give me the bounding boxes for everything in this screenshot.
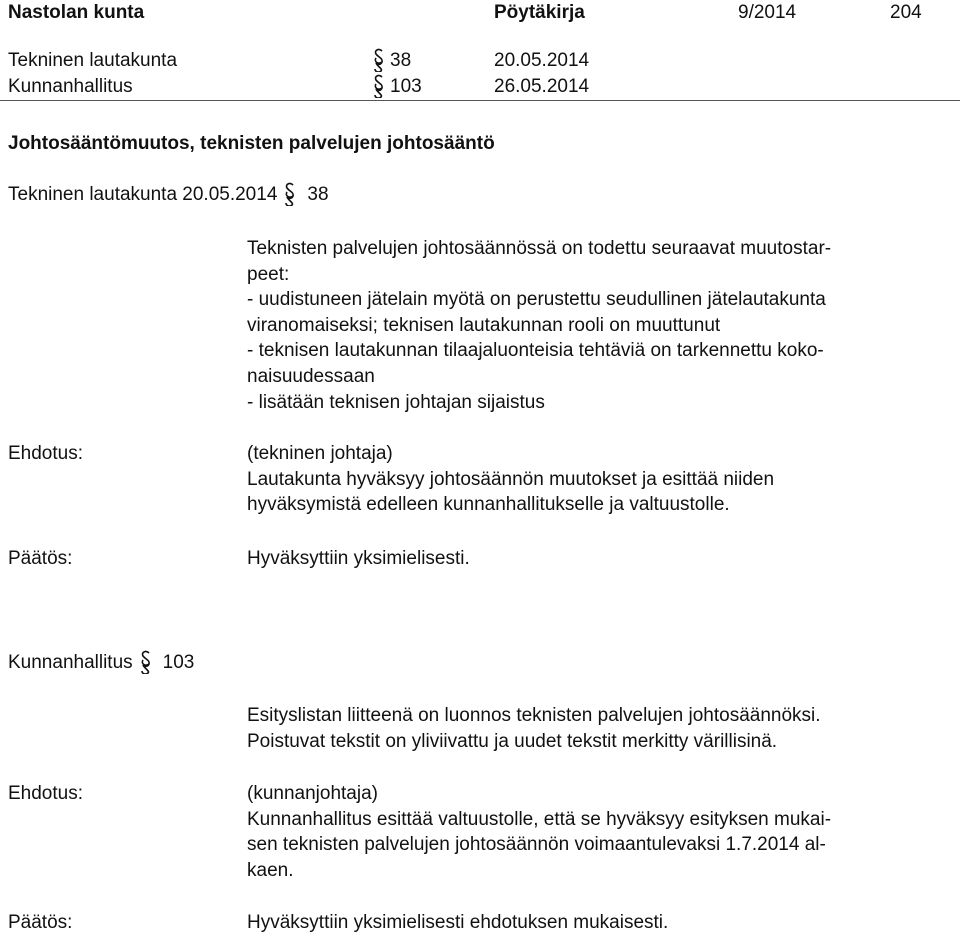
section-sign-icon: [372, 74, 386, 106]
block2-intro: [247, 703, 947, 754]
block2-intro-line: Esityslistan liitteenä on luonnos teknisten palvelujen johtosäännöksi.: [247, 705, 821, 726]
block1-intro-line: Teknisten palvelujen johtosäännössä on todettu seuraavat muutostar-: [247, 238, 832, 259]
meeting-body-2: Kunnanhallitus: [8, 76, 133, 97]
block1-heading: [8, 182, 329, 208]
block2-proposal-line: Kunnanhallitus esittää valtuustolle, että se hyväksyy esityksen mukai-: [247, 808, 832, 830]
block2-decision-label: Päätös:: [8, 912, 73, 933]
block1-proposal-line: hyväksymistä edelleen kunnanhallitukselle ja valtuustolle.: [247, 494, 730, 516]
block1-decision: Hyväksyttiin yksimielisesti.: [247, 548, 470, 569]
section-sign-icon: [139, 650, 153, 674]
block2-proposal-line: (kunnanjohtaja): [247, 783, 378, 804]
block1-intro-line: - teknisen lautakunnan tilaajaluonteisia tehtäviä on tarkennettu koko-: [247, 340, 824, 362]
section-sign-icon: [283, 182, 297, 206]
meeting-body-1: Tekninen lautakunta: [8, 50, 178, 71]
block2-heading: [8, 650, 194, 676]
block2-proposal-line: sen teknisten palvelujen johtosäännön voimaantulevaksi 1.7.2014 al-: [247, 834, 826, 856]
block1-intro-line: viranomaiseksi; teknisen lautakunnan rooli on muuttunut: [247, 314, 721, 336]
block2-intro-line: Poistuvat tekstit on yliviivattu ja uudet tekstit merkitty värillisinä.: [247, 730, 778, 752]
block1-proposal-line: (tekninen johtaja): [247, 443, 393, 464]
block2-decision: Hyväksyttiin yksimielisesti ehdotuksen mukaisesti.: [247, 912, 669, 933]
block2-proposal-label: Ehdotus:: [8, 783, 83, 804]
block1-intro: [247, 236, 947, 415]
document-number: 9/2014: [738, 2, 797, 23]
municipality-name: Nastolan kunta: [8, 2, 145, 23]
meeting-section-2: 103: [390, 76, 422, 97]
block2-proposal-line: kaen.: [247, 859, 294, 881]
block1-proposal-line: Lautakunta hyväksyy johtosäännön muutokset ja esittää niiden: [247, 468, 775, 490]
block1-intro-line: - lisätään teknisen johtajan sijaistus: [247, 391, 545, 413]
meeting-date-1: 20.05.2014: [494, 50, 590, 71]
header-divider: [0, 100, 960, 101]
block1-proposal-label: Ehdotus:: [8, 443, 83, 464]
block2-heading-section: 103: [162, 652, 195, 673]
block2-heading-text: Kunnanhallitus: [8, 652, 133, 673]
block1-proposal: [247, 441, 947, 518]
block2-proposal: [247, 781, 947, 883]
block1-decision-label: Päätös:: [8, 548, 73, 569]
meeting-date-2: 26.05.2014: [494, 76, 590, 97]
document-title: Johtosääntömuutos, teknisten palvelujen johtosääntö: [8, 133, 495, 154]
block1-heading-section: 38: [307, 184, 329, 205]
meeting-section-1: 38: [390, 50, 412, 71]
block1-intro-line: naisuudessaan: [247, 365, 375, 387]
block1-intro-line: - uudistuneen jätelain myötä on perustettu seudullinen jätelautakunta: [247, 289, 826, 311]
block1-intro-line: peet:: [247, 263, 290, 285]
block1-heading-text: Tekninen lautakunta 20.05.2014: [8, 184, 278, 205]
document-type: Pöytäkirja: [494, 2, 585, 23]
page-number: 204: [890, 2, 922, 23]
